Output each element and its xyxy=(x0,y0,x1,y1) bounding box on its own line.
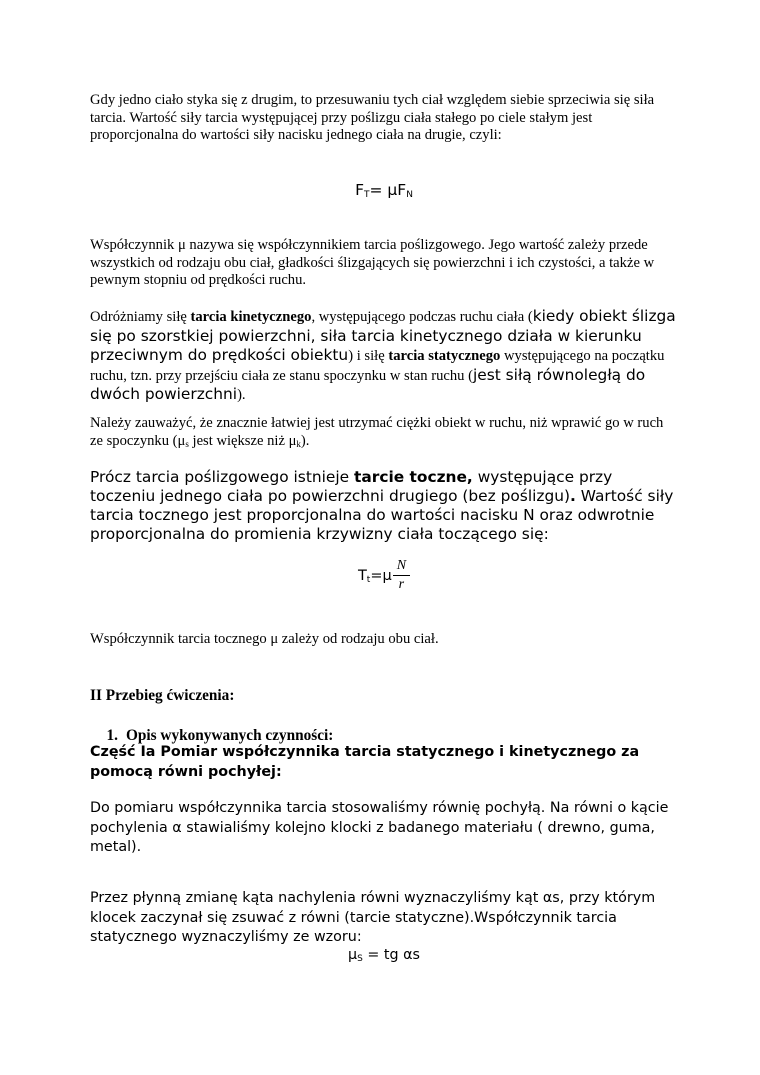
list-item-text: Opis wykonywanych czynności: xyxy=(126,727,334,744)
friction-equation xyxy=(90,180,678,200)
term-rolling: tarcie toczne, xyxy=(354,468,473,486)
p4-text-3: ). xyxy=(300,432,310,449)
term-static: tarcia statycznego xyxy=(388,348,501,364)
p3-text-4: występującego na początku ruchu, tzn. przy przejściu ciała ze stanu spoczynku w stan ruchu ( xyxy=(90,348,665,384)
list-item-number: 1. xyxy=(106,727,118,744)
part-subheading: Część Ia Pomiar współczynnika tarcia statycznego i kinetycznego za pomocą równi pochyłej: xyxy=(90,744,640,780)
p3-text-2: , występującego podczas ruchu ciała ( xyxy=(311,309,533,325)
p5-text-3: Wartość siły tarcia tocznego jest proporcjonalna do wartości nacisku N oraz odwrotnie proporcjonalna do promienia krzywizny ciała toczącego się: xyxy=(90,487,674,543)
p3-text-3: ) i siłę xyxy=(348,348,389,364)
p3-text-5: ). xyxy=(237,387,246,403)
eq3-mu-sub: S xyxy=(357,954,363,964)
eq-fn-sub: N xyxy=(406,190,413,200)
p5-text-2: występujące przy toczeniu jednego ciała po powierzchni drugiego (bez poślizgu) xyxy=(90,468,613,505)
rolling-friction-paragraph xyxy=(90,468,678,544)
rolling-coefficient-paragraph: Współczynnik tarcia tocznego μ zależy od rodzaju obu ciał. xyxy=(90,631,439,647)
section-heading: II Przebieg ćwiczenia: xyxy=(90,687,235,704)
eq-ft: F xyxy=(355,181,364,199)
intro-paragraph: Gdy jedno ciało styka się z drugim, to przesuwaniu tych ciał względem siebie sprzeciwia się siła tarcia. Wartość siły tarcia występującej przy poślizgu ciała stałego po ciele stałym jest proporcjonalna do wartości siły nacisku jednego ciała na drugie, czyli: xyxy=(90,92,655,143)
observation-paragraph xyxy=(90,415,678,450)
eq2-lhs: T xyxy=(357,567,367,584)
coefficient-paragraph: Współczynnik μ nazywa się współczynnikiem tarcia poślizgowego. Jego wartość zależy przede wszystkich od rodzaju obu ciał, gładkości ślizgających się powierzchni i ich czystości, a także w pewnym stopniu od prędkości ruchu. xyxy=(90,237,655,288)
incline-line-2: pochylenia α stawialiśmy kolejno klocki z badanego materiału ( drewno, guma, metal). xyxy=(90,819,655,855)
incline-paragraph xyxy=(90,799,678,858)
eq2-fraction xyxy=(393,558,410,593)
p3-sans-1: kiedy obiekt ślizga się po szorstkiej powierzchni, siła tarcia kinetycznego działa w kierunku przeciwnym do prędkości obiektu xyxy=(90,307,676,364)
eq2-denominator: r xyxy=(398,577,405,592)
eq2-lhs-sub: t xyxy=(366,574,371,585)
kinetic-static-paragraph xyxy=(90,307,678,405)
p4-sub-s: s xyxy=(185,438,189,449)
measurement-paragraph: Przez płynną zmianę kąta nachylenia równi wyznaczyliśmy kąt αs, przy którym klocek zaczynał się zsuwać z równi (tarcie statyczne).Współczynnik tarcia statycznego wyznaczyliśmy ze wzoru: xyxy=(90,890,656,945)
eq3-mu: μ xyxy=(348,947,358,963)
p5-bold-dot: . xyxy=(569,487,576,505)
p5-text-1: Prócz tarcia poślizgowego istnieje xyxy=(90,468,354,486)
eq2-numerator: N xyxy=(393,558,410,576)
p4-sub-k: k xyxy=(296,438,301,449)
rolling-equation xyxy=(90,558,678,596)
eq-mid: = μF xyxy=(369,181,407,199)
eq3-rest: = tg αs xyxy=(362,947,420,963)
p3-sans-2: jest siłą równoległą do dwóch powierzchni xyxy=(90,365,646,403)
p4-text-2: jest większe niż μ xyxy=(188,432,297,449)
p3-text-1: Odróżniamy siłę xyxy=(90,309,191,325)
incline-line-1: Do pomiaru współczynnika tarcia stosowaliśmy równię pochyłą. Na równi o kącie xyxy=(90,800,669,816)
static-coefficient-equation xyxy=(90,946,678,965)
eq2-mid: =μ xyxy=(370,567,392,584)
term-kinetic: tarcia kinetycznego xyxy=(190,309,312,325)
p4-text-1: Należy zauważyć, że znacznie łatwiej jest utrzymać ciężki obiekt w ruchu, niż wprawić go w ruch ze spoczynku (μ xyxy=(90,415,664,449)
eq-ft-sub: T xyxy=(363,190,370,200)
